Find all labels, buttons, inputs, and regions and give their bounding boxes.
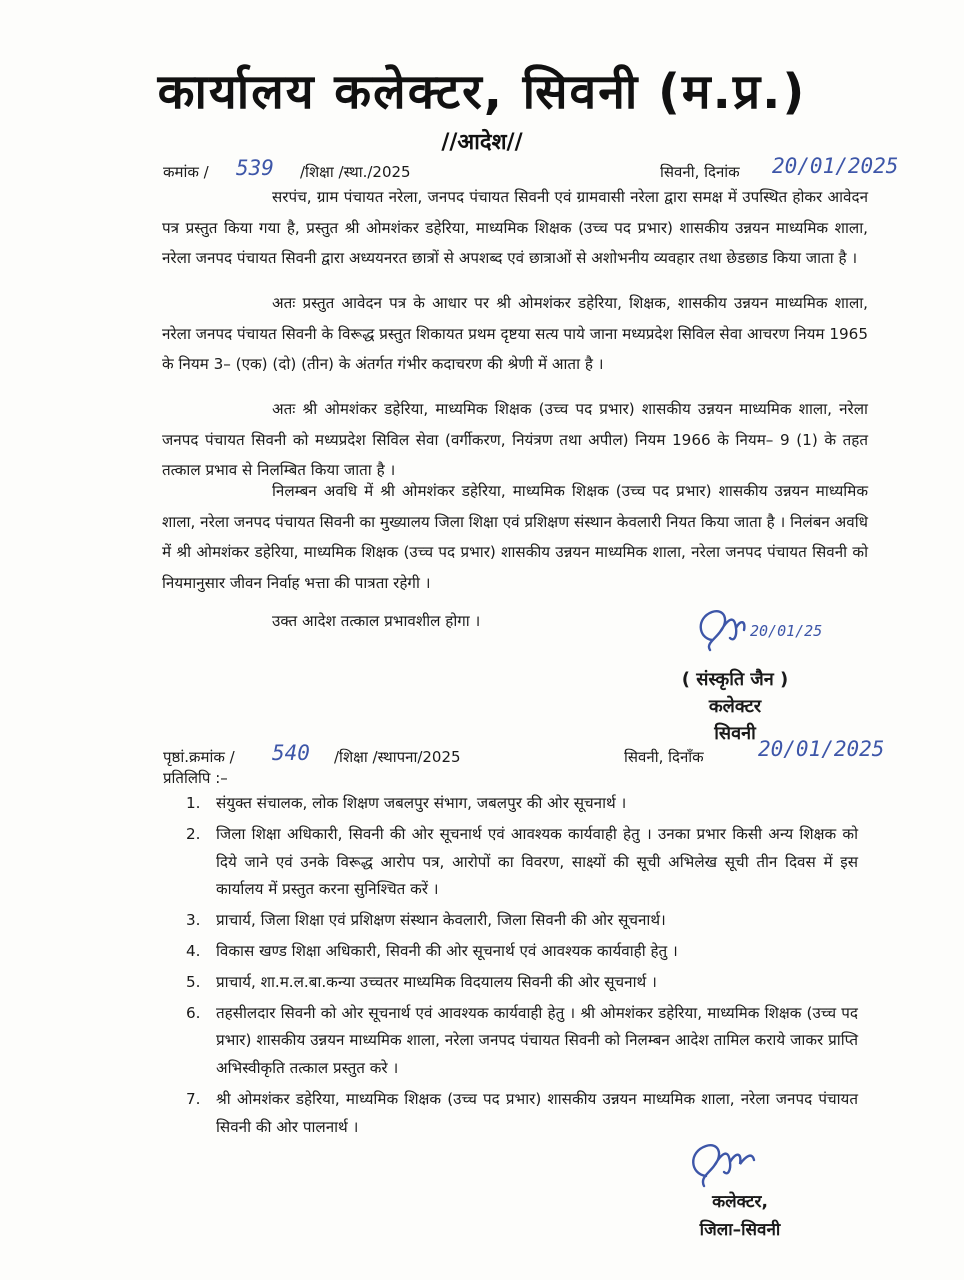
order-ref-suffix: /शिक्षा /स्था./2025 — [300, 163, 411, 181]
list-item: 3. प्राचार्य, जिला शिक्षा एवं प्रशिक्षण संस्थान केवलारी, जिला सिवनी की ओर सूचनार्थ। — [186, 911, 666, 930]
signatory-designation: कलेक्टर — [708, 696, 762, 717]
endorsement-ref-suffix: /शिक्षा /स्थापना/2025 — [334, 748, 461, 766]
body-paragraph-4: निलम्बन अवधि में श्री ओमशंकर डहेरिया, माध्यमिक शिक्षक (उच्च पद प्रभार) शासकीय उन्नयन माध्यमिक शाला, नरेला जनपद पंचायत सिवनी का मुख्यालय जिला शिक्षा एवं प्रशिक्षण संस्थान केवलारी नियत किया जाता है । निलंबन अवधि में श्री ओमशंकर डहेरिया, माध्यमिक शिक्षक (उच्च पद प्रभार) शासकीय उन्नयन माध्यमिक शाला, नरेला जनपद पंचायत सिवनी को नियमानुसार जीवन निर्वाह भत्ता की पात्रता रहेगी । — [162, 482, 868, 592]
order-heading: //आदेश// — [441, 130, 523, 155]
order-place-date-label: सिवनी, दिनांक — [660, 163, 740, 181]
copy-recipient-list — [186, 790, 858, 1145]
order-ref-prefix: कमांक / — [163, 163, 209, 181]
list-item: 5. प्राचार्य, शा.म.ल.बा.कन्या उच्चतर माध्यमिक विदयालय सिवनी की ओर सूचनार्थ । — [186, 972, 657, 991]
body-paragraph-3: अतः श्री ओमशंकर डहेरिया, माध्यमिक शिक्षक (उच्च पद प्रभार) शासकीय उन्नयन माध्यमिक शाला, नरेला जनपद पंचायत सिवनी को मध्यप्रदेश सिविल सेवा (वर्गीकरण, नियंत्रण तथा अपील) नियम 1966 के नियम– 9 (1) के तहत तत्काल प्रभाव से निलम्बित किया जाता है । — [162, 400, 868, 479]
order-number: 539 — [236, 156, 274, 180]
office-title: कार्यालय कलेक्टर, सिवनी (म.प्र.) — [157, 64, 807, 120]
endorsement-number: 540 — [272, 741, 310, 765]
signature-block-1 — [650, 666, 820, 747]
collector-signature-1 — [690, 598, 830, 660]
order-date: 20/01/2025 — [772, 154, 899, 178]
collector-signature-2 — [680, 1130, 780, 1192]
endorsement-reference-row — [0, 737, 964, 773]
body-paragraph-1: सरपंच, ग्राम पंचायत नरेला, जनपद पंचायत सिवनी एवं ग्रामवासी नरेला द्वारा समक्ष में उपस्थित होकर आवेदन पत्र प्रस्तुत किया गया है, प्रस्तुत श्री ओमशंकर डहेरिया, माध्यमिक शिक्षक (उच्च पद प्रभार) शासकीय उन्नयन माध्यमिक शाला, नरेला जनपद पंचायत सिवनी द्वारा अध्ययनरत छात्रों से अपशब्द एवं छात्राओं से अशोभनीय व्यवहार तथा छेडछाड किया जाता है । — [162, 188, 868, 267]
signature-handwritten-date: 20/01/25 — [750, 622, 823, 640]
signatory-place: सिवनी — [714, 723, 756, 744]
list-item: 6. तहसीलदार सिवनी को ओर सूचनार्थ एवं आवश्यक कार्यवाही हेतु । श्री ओमशंकर डहेरिया, माध्यमिक शिक्षक (उच्च पद प्रभार) शासकीय उन्नयन माध्यमिक शाला, नरेला जनपद पंचायत सिवनी को निलम्बन आदेश तामिल कराये जाकर प्राप्ति अभिस्वीकृति तत्काल प्रस्तुत करे । — [186, 1003, 858, 1078]
copy-to-label: प्रतिलिपि :– — [163, 769, 228, 787]
list-item: 2. जिला शिक्षा अधिकारी, सिवनी की ओर सूचनार्थ एवं आवश्यक कार्यवाही हेतु । उनका प्रभार किसी अन्य शिक्षक को दिये जाने एवं उनके विरूद्ध आरोप पत्र, आरोपों का विवरण, साक्ष्यों की सूची अभिलेख सूची तीन दिवस में इस कार्यालय में प्रस्तुत करना सुनिश्चित करें । — [186, 824, 858, 899]
footer-district: जिला–सिवनी — [699, 1220, 781, 1240]
body-paragraph-2: अतः प्रस्तुत आवेदन पत्र के आधार पर श्री ओमशंकर डहेरिया, शिक्षक, शासकीय उन्नयन माध्यमिक शाला, नरेला जनपद पंचायत सिवनी के विरूद्ध प्रस्तुत शिकायत प्रथम दृष्टया सत्य पाये जाना मध्यप्रदेश सिविल सेवा आचरण नियम 1965 के नियम 3– (एक) (दो) (तीन) के अंतर्गत गंभीर कदाचरण की श्रेणी में आता है । — [162, 294, 868, 373]
list-item: 7. श्री ओमशंकर डहेरिया, माध्यमिक शिक्षक (उच्च पद प्रभार) शासकीय उन्नयन माध्यमिक शाला, नरेला जनपद पंचायत सिवनी की ओर पालनार्थ । — [186, 1089, 858, 1136]
body-paragraph-5: उक्त आदेश तत्काल प्रभावशील होगा । — [272, 612, 481, 630]
list-item: 1. संयुक्त संचालक, लोक शिक्षण जबलपुर संभाग, जबलपुर की ओर सूचनार्थ । — [186, 794, 627, 812]
endorsement-date: 20/01/2025 — [758, 737, 885, 761]
endorsement-ref-prefix: पृष्ठां.क्रमांक / — [163, 748, 235, 766]
signature-block-2 — [660, 1188, 820, 1244]
signatory-name: ( संस्कृति जैन ) — [681, 669, 789, 690]
list-item: 4. विकास खण्ड शिक्षा अधिकारी, सिवनी की ओर सूचनार्थ एवं आवश्यक कार्यवाही हेतु । — [186, 941, 678, 960]
endorsement-place-date-label: सिवनी, दिनाँक — [624, 748, 704, 766]
footer-designation: कलेक्टर, — [712, 1192, 768, 1212]
